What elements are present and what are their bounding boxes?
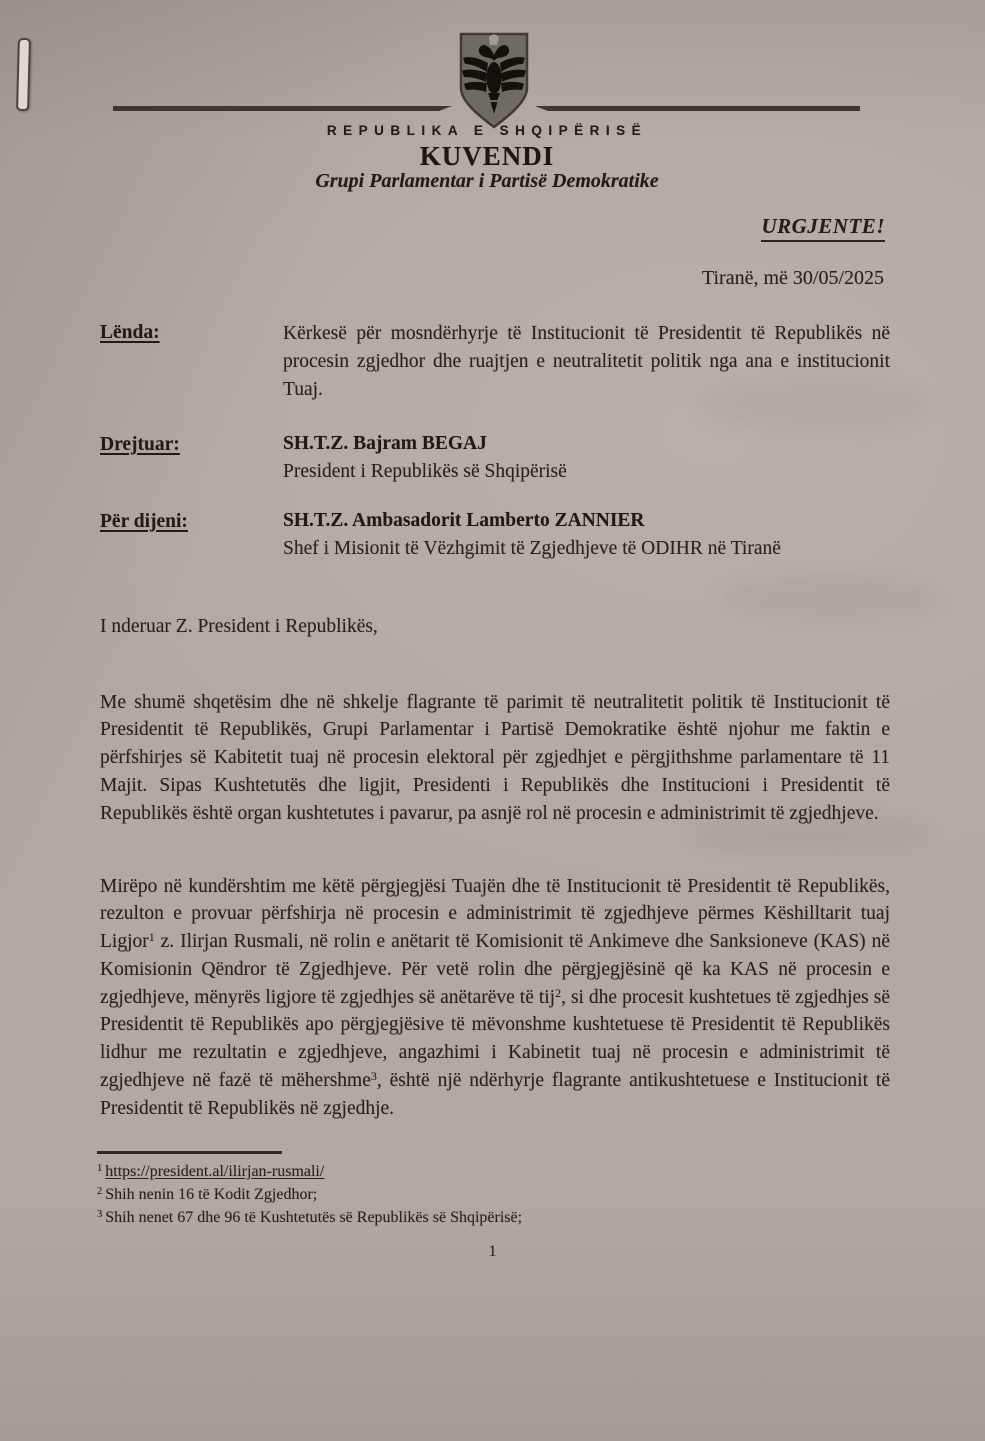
footnote-1	[97, 1160, 797, 1183]
cc-block	[283, 507, 890, 563]
paragraph2-segment: Mirëpo në kundërshtim me këtë përgjegjësi Tuajën dhe të Institucionit të Presidentit të Republikës, rezulton e provuar përfshirja në procesin e administrimit të zgjedhjeve përmes Këshilltarit tuaj Ligjor	[100, 875, 890, 953]
parliamentary-group-title: Grupi Parlamentar i Partisë Demokratike	[315, 170, 659, 192]
institution-title: KUVENDI	[419, 141, 555, 171]
body-paragraph-1: Me shumë shqetësim dhe në shkelje flagrante të parimit të neutralitetit politik të Institucionit të Presidentit të Republikës, Grupi Parlamentar i Partisë Demokratike është njohur me faktin e përfshirjes së Kabitetit tuaj në procesin elektoral për zgjedhjet e përgjithshme parlamentare të 11 Majit. Sipas Kushtetutës dhe ligjit, Presidenti i Republikës dhe Institucioni i Presidentit të Republikës është organ kushtetutes i pavarur, pa asnjë rol në procesin e administrimit të zgjedhjeve.	[100, 691, 890, 824]
footnote-text: Shih nenin 16 të Kodit Zgjedhor;	[105, 1186, 318, 1203]
cc-label: Për dijeni:	[100, 511, 188, 532]
paragraph2-segment: z. Ilirjan Rusmali, në rolin e anëtarit të Komisionit të Ankimeve dhe Sanksioneve (KAS) në Komisionin Qëndror të Zgjedhjeve. Për vetë rolin dhe përgjegjësinë që ka KAS në procesin e zgjedhjeve, mënyrës ligjore të zgjedhjes së anëtarëve të tij	[100, 931, 890, 1008]
footnote-text: Shih nenet 67 dhe 96 të Kushtetutës së Republikës së Shqipërisë;	[105, 1209, 523, 1226]
footnote-marker: 1	[97, 1163, 103, 1174]
staple-mark	[16, 38, 31, 111]
footnote-ref-2: 2	[555, 985, 562, 1000]
footnote-2	[97, 1183, 797, 1206]
letterhead-rule-left	[113, 106, 452, 111]
addressee-block	[283, 430, 890, 486]
body-paragraph-2	[100, 873, 890, 1123]
paragraph2-segment: , si dhe procesit kushtetues të zgjedhjes së Presidentit të Republikës apo përgjegjësive të mëvonshme kushtetuese të Presidentit të Republikës lidhur me rezultatin e zgjedhjeve, angazhimi i Kabinetit tuaj në procesin e administrimit të zgjedhjeve në fazë të mëhershme	[100, 986, 890, 1092]
footnote-3	[97, 1206, 797, 1229]
footnote-separator-rule	[97, 1151, 282, 1154]
republic-title: REPUBLIKA E SHQIPËRISË	[326, 123, 648, 138]
addressee-label: Drejtuar:	[100, 434, 180, 455]
footnote-ref-1: 1	[148, 930, 155, 945]
addressee-name: SH.T.Z. Bajram BEGAJ	[283, 433, 487, 454]
cc-title: Shef i Misionit të Vëzhgimit të Zgjedhjeve të ODIHR në Tiranë	[283, 538, 781, 559]
albanian-eagle-emblem-icon	[454, 31, 534, 131]
subject-value: Kërkesë për mosndërhyrje të Institucionit të Presidentit të Republikës në procesin zgjedhor dhe ruajtjen e neutralitetit politik nga ana e institucionit Tuaj.	[283, 323, 890, 400]
salutation: I nderuar Z. President i Republikës,	[100, 616, 378, 637]
footnote-ref-3: 3	[370, 1069, 377, 1084]
footnote-marker: 3	[97, 1209, 103, 1220]
cc-name: SH.T.Z. Ambasadorit Lamberto ZANNIER	[283, 510, 645, 531]
paragraph2-segment: , është një ndërhyrje flagrante antikushtetuese e Institucionit të Presidentit të Republikës në zgjedhje.	[100, 1070, 890, 1119]
dateline: Tiranë, më 30/05/2025	[701, 267, 884, 289]
footnote-url: https://president.al/ilirjan-rusmali/	[105, 1163, 325, 1180]
urgent-stamp: URGJENTE!	[761, 214, 885, 242]
subject-label: Lënda:	[100, 322, 160, 343]
footnotes	[97, 1160, 797, 1229]
scan-bleed-artifact	[720, 575, 940, 621]
footnote-marker: 2	[97, 1186, 103, 1197]
page-number: 1	[488, 1243, 497, 1260]
letterhead-rule-right	[535, 106, 860, 111]
addressee-title: President i Republikës së Shqipërisë	[283, 461, 567, 482]
